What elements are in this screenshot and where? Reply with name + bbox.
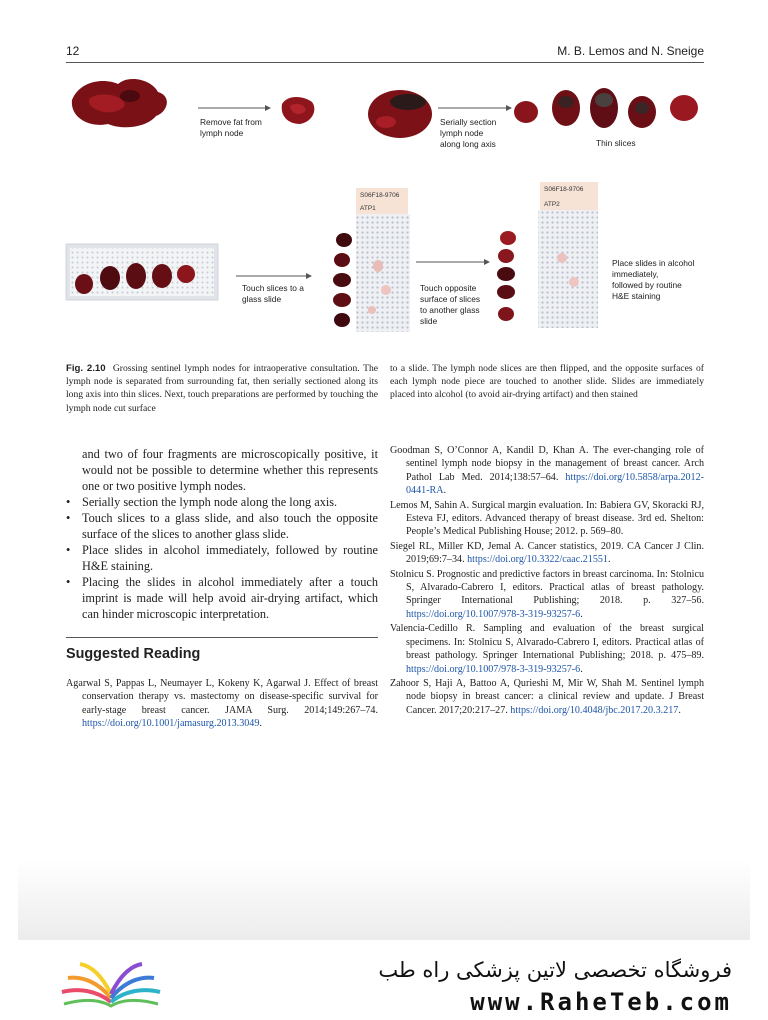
- caption-label: Fig. 2.10: [66, 363, 106, 374]
- header-rule: [66, 62, 704, 63]
- page-bottom-shadow: [18, 860, 750, 940]
- isolated-lymph-node: [368, 90, 432, 138]
- label-place-slides: Place slides in alcohol immediately, followed by routine H&E staining: [612, 258, 695, 301]
- book-logo-icon: [56, 954, 166, 1010]
- watermark-url: www.RaheTeb.com: [470, 988, 732, 1016]
- figure-illustration: [60, 70, 710, 355]
- reference-item: Stolnicu S. Prognostic and predictive factors in breast carcinoma. In: Stolnicu S, Alvarado-Cabrero I, editors. Practical atlas of breast pathology. Springer International Publishing; 2018. p. 327–56. https://doi.org/10.1007/978-3-319-93257-6.: [390, 568, 704, 620]
- reference-item: Siegel RL, Miller KD, Jemal A. Cancer statistics, 2019. CA Cancer J Clin. 2019;69:7–34. https://doi.org/10.3322/caac.21551.: [390, 540, 704, 566]
- lymph-node-with-fat: [72, 79, 167, 127]
- svg-text:S06F18-9706: S06F18-9706: [360, 192, 400, 199]
- reference-doi-link[interactable]: https://doi.org/10.5858/arpa.2012-0441-RA: [406, 471, 704, 497]
- caption-right-column: to a slide. The lymph node slices are then flipped, and the opposite surfaces of each lymph node piece are touched to another slide. Slides are immediately placed into alcohol (to avoid air-drying artifact) and then stained: [390, 363, 704, 401]
- bullet-symbol: •: [66, 511, 71, 525]
- reference-doi-link[interactable]: https://doi.org/10.1007/978-3-319-93257-6: [406, 663, 581, 675]
- bullet-item: • Serially section the lymph node along the long axis.: [66, 495, 338, 509]
- watermark-persian-text: فروشگاه تخصصی لاتین پزشکی راه طب: [378, 958, 732, 982]
- slices-on-slide: [66, 244, 218, 300]
- slices-beside-slide-1: [333, 233, 352, 327]
- running-head-authors: M. B. Lemos and N. Sneige: [557, 44, 704, 58]
- suggested-reading-heading: Suggested Reading: [66, 646, 201, 662]
- section-rule: [66, 637, 378, 638]
- label-remove-fat: Remove fat from lymph node: [200, 117, 262, 138]
- svg-text:ATP2: ATP2: [544, 201, 560, 208]
- caption-left-column: [66, 362, 378, 415]
- bullet-symbol: •: [66, 543, 71, 557]
- reference-doi-link[interactable]: https://doi.org/10.4048/jbc.2017.20.3.217: [510, 704, 679, 716]
- slices-beside-slide-2: [497, 231, 516, 321]
- reference-item: Zahoor S, Haji A, Battoo A, Qurieshi M, Mir W, Shah M. Sentinel lymph node biopsy in breast cancer: a clinical review and update. J Breast Cancer. 2017;20:217–27. https://doi.org/10.4048/jbc.2017.20.3.217.: [390, 677, 704, 716]
- bullet-list: [66, 494, 378, 622]
- reference-item: Lemos M, Sahin A. Surgical margin evaluation. In: Babiera GV, Skoracki RJ, Esteva FJ, editors. Advanced therapy of breast disease. 3rd ed. Shelton: People’s Medical Publishing House; 2012. p. 569–80.: [390, 499, 704, 538]
- reference-doi-link[interactable]: https://doi.org/10.3322/caac.21551: [467, 554, 608, 566]
- bullet-item: • Touch slices to a glass slide, and also touch the opposite surface of the slices to another glass slide.: [66, 511, 378, 541]
- reference-item: Agarwal S, Pappas L, Neumayer L, Kokeny K, Agarwal J. Effect of breast conservation therapy vs. mastectomy on disease-specific survival for early-stage breast cancer. JAMA Surg. 2014;149:267–74. https://doi.org/10.1001/jamasurg.2013.3049.: [66, 678, 378, 730]
- touch-prep-slide-2: [538, 182, 598, 328]
- reference-doi-link[interactable]: https://doi.org/10.1007/978-3-319-93257-6: [406, 608, 581, 620]
- touch-prep-slide-1: [356, 188, 410, 332]
- figure-caption: [66, 362, 704, 416]
- body-left-column: [66, 446, 378, 622]
- bullet-symbol: •: [66, 495, 71, 509]
- thin-slices: [514, 88, 698, 128]
- references-right: [390, 444, 704, 718]
- label-serially-section: Serially section lymph node along long axis: [440, 117, 497, 149]
- bullet-symbol: •: [66, 575, 71, 589]
- svg-text:S06F18-9706: S06F18-9706: [544, 186, 584, 193]
- page-number: 12: [66, 44, 80, 58]
- svg-text:ATP1: ATP1: [360, 205, 376, 212]
- reference-doi-link[interactable]: https://doi.org/10.1001/jamasurg.2013.3049: [82, 718, 260, 730]
- body-continuation: and two of four fragments are microscopically positive, it would not be possible to determine whether this represents one or two positive lymph nodes.: [82, 447, 378, 493]
- caption-text-left: Grossing sentinel lymph nodes for intraoperative consultation. The lymph node is separated from surrounding fat, then serially sectioned along its long axis into thin slices. Next, touch preparations are performed by touching the lymph node cut surface: [66, 363, 379, 414]
- references-left: [66, 677, 378, 732]
- bullet-item: • Place slides in alcohol immediately, followed by routine H&E staining.: [66, 543, 378, 573]
- label-touch-slices: Touch slices to a glass slide: [242, 283, 304, 304]
- reference-item: Valencia-Cedillo R. Sampling and evaluation of the breast surgical specimens. In: Stolnicu S, Alvarado-Cabrero I, editors. Practical atlas of breast pathology. Springer International Publishing; 2018. p. 475–89. https://doi.org/10.1007/978-3-319-93257-6.: [390, 623, 704, 675]
- label-touch-opposite: Touch opposite surface of slices to another glass slide: [420, 283, 481, 326]
- label-thin-slices: Thin slices: [596, 138, 636, 148]
- reference-item: Goodman S, O’Connor A, Kandil D, Khan A. The ever-changing role of sentinel lymph node biopsy in the management of breast cancer. Arch Pathol Lab Med. 2014;138:57–64. https://doi.org/10.5858/arpa.2012-0441-RA.: [390, 445, 704, 497]
- trimmed-node: [282, 97, 315, 124]
- bullet-item: • Placing the slides in alcohol immediately after a touch imprint is made will help avoid air-drying artifact, which can hinder microscopic interpretation.: [66, 575, 378, 621]
